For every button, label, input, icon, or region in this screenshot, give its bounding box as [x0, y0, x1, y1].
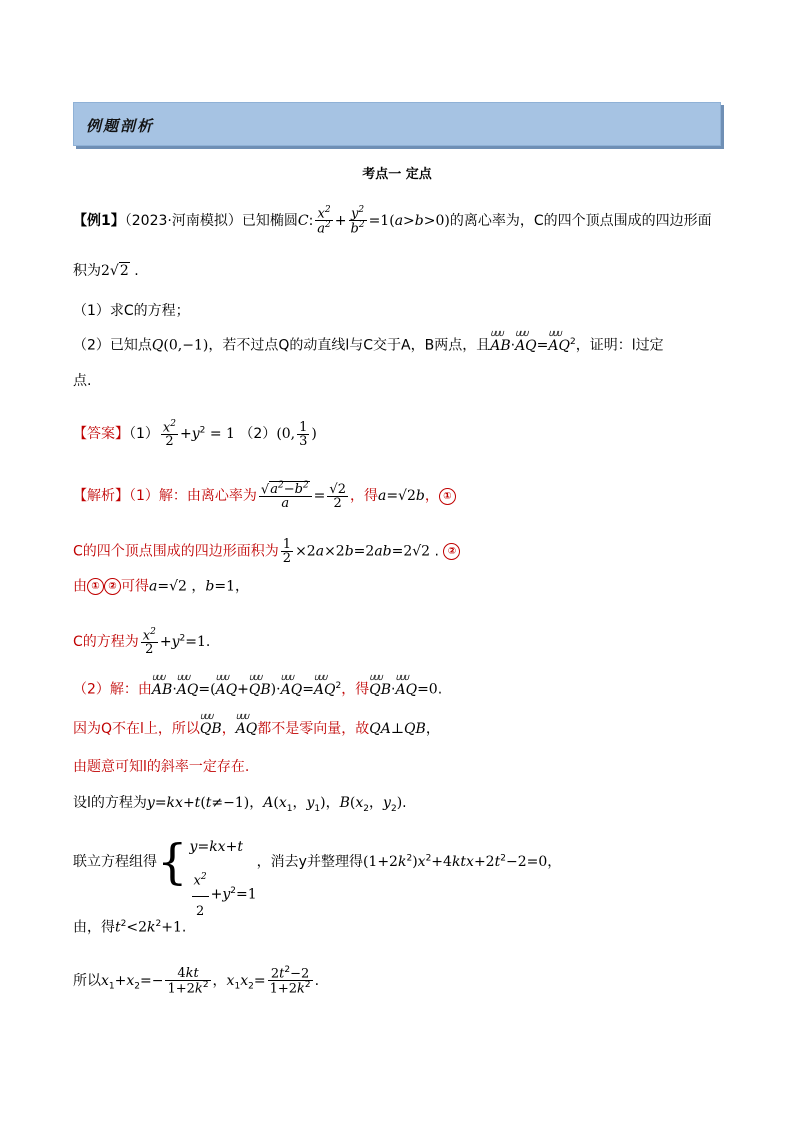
answer-label: 【答案】 [73, 426, 129, 443]
solution-line-11: 所以$x_1+x_2=-$ $\frac{4kt}{1+2k^2}$ ，$x_1x_2=$ $\frac{2t^2-2}{1+2k^2}$ . [73, 965, 320, 997]
example-line-1: 【例1】（2023·河南模拟）已知椭圆C: $\frac{x^2}{a^2}$ + $\frac{y^2}{b^2}$ =1(a>b>0)的离心率为，C的四个顶点围成的四边形面 [73, 205, 712, 237]
solution-line-8: 设l的方程为y=kx+t(t≠−1)，$A(x_1$，$y_1$)，$B(x_2$，$y_2$). [73, 795, 407, 814]
topic-title: 考点一 定点 [362, 167, 432, 182]
section-title: 例题剖析 [86, 117, 155, 135]
solution-line-6: 因为Q不在l上，所以ꓴꓴꓴ QB，ꓴꓴꓴ AQ都不是零向量，故QA⊥QB， [73, 722, 440, 736]
solution-line-7: 由题意可知l的斜率一定存在. [73, 759, 250, 775]
solution-line-5: （2）解：由ꓴꓴꓴ AB·ꓴꓴꓴ AQ=(ꓴꓴꓴ AQ+ꓴꓴꓴ QB)·ꓴꓴꓴ AQ=ꓴꓴꓴ $AQ^2$，得ꓴꓴꓴ QB·ꓴꓴꓴ AQ=0. [73, 682, 442, 697]
section-header-bar [73, 102, 721, 146]
example-label: 【例1】 [73, 212, 125, 229]
example-source: （2023·河南模拟）已知椭圆 [124, 212, 298, 229]
solution-line-2: C的四个顶点围成的四边形面积为 $\frac{1}{2}$ ×2a×2b=2ab=2√2 . ② [73, 538, 460, 565]
solution-line-4: C的方程为 $\frac{x^2}{2}$ $+y^2=1$. [73, 627, 211, 658]
answer-line: 【答案】（1） $\frac{x^2}{2}$ $+y^2 = 1$ （2）(0, $\frac{1}{3}$ ) [73, 419, 317, 450]
example-line-2: 积为2√2 . [73, 263, 139, 279]
question-2: （2）已知点Q(0,−1)，若不过点Q的动直线l与C交于A，B两点，且ꓴꓴꓴ AB·ꓴꓴꓴ AQ=ꓴꓴꓴ $AQ^2$，证明：l过定 [73, 338, 664, 353]
solution-line-10: 由，得$t^2<2k^2+1$. [73, 919, 187, 936]
formula-fraction: $\frac{x^2}{a^2}$ [317, 205, 331, 237]
question-2-cont: 点. [73, 373, 92, 389]
equation-marker-1: ① [439, 488, 456, 505]
solution-line-1: 【解析】（1）解：由离心率为 $\frac{√a^2-b^2}{a}$ = $\frac{√2}{2}$ ，得a=√2b， ① [73, 482, 456, 510]
formula-fraction: $\frac{y^2}{b^2}$ [350, 205, 365, 237]
solution-label: 【解析】 [73, 488, 129, 505]
solution-line-9: 联立方程组得{ y=kx+t $\frac{x^2}{2}$ $+y^2=1$ ，消去y并整理得$(1+2k^2)x^2+4ktx+2t^2-2=0$， [73, 834, 562, 920]
question-1: （1）求C的方程； [73, 303, 190, 319]
solution-line-3: 由 ① ② 可得a=√2 ，b=1， [73, 578, 249, 595]
equation-marker-2: ② [443, 543, 460, 560]
